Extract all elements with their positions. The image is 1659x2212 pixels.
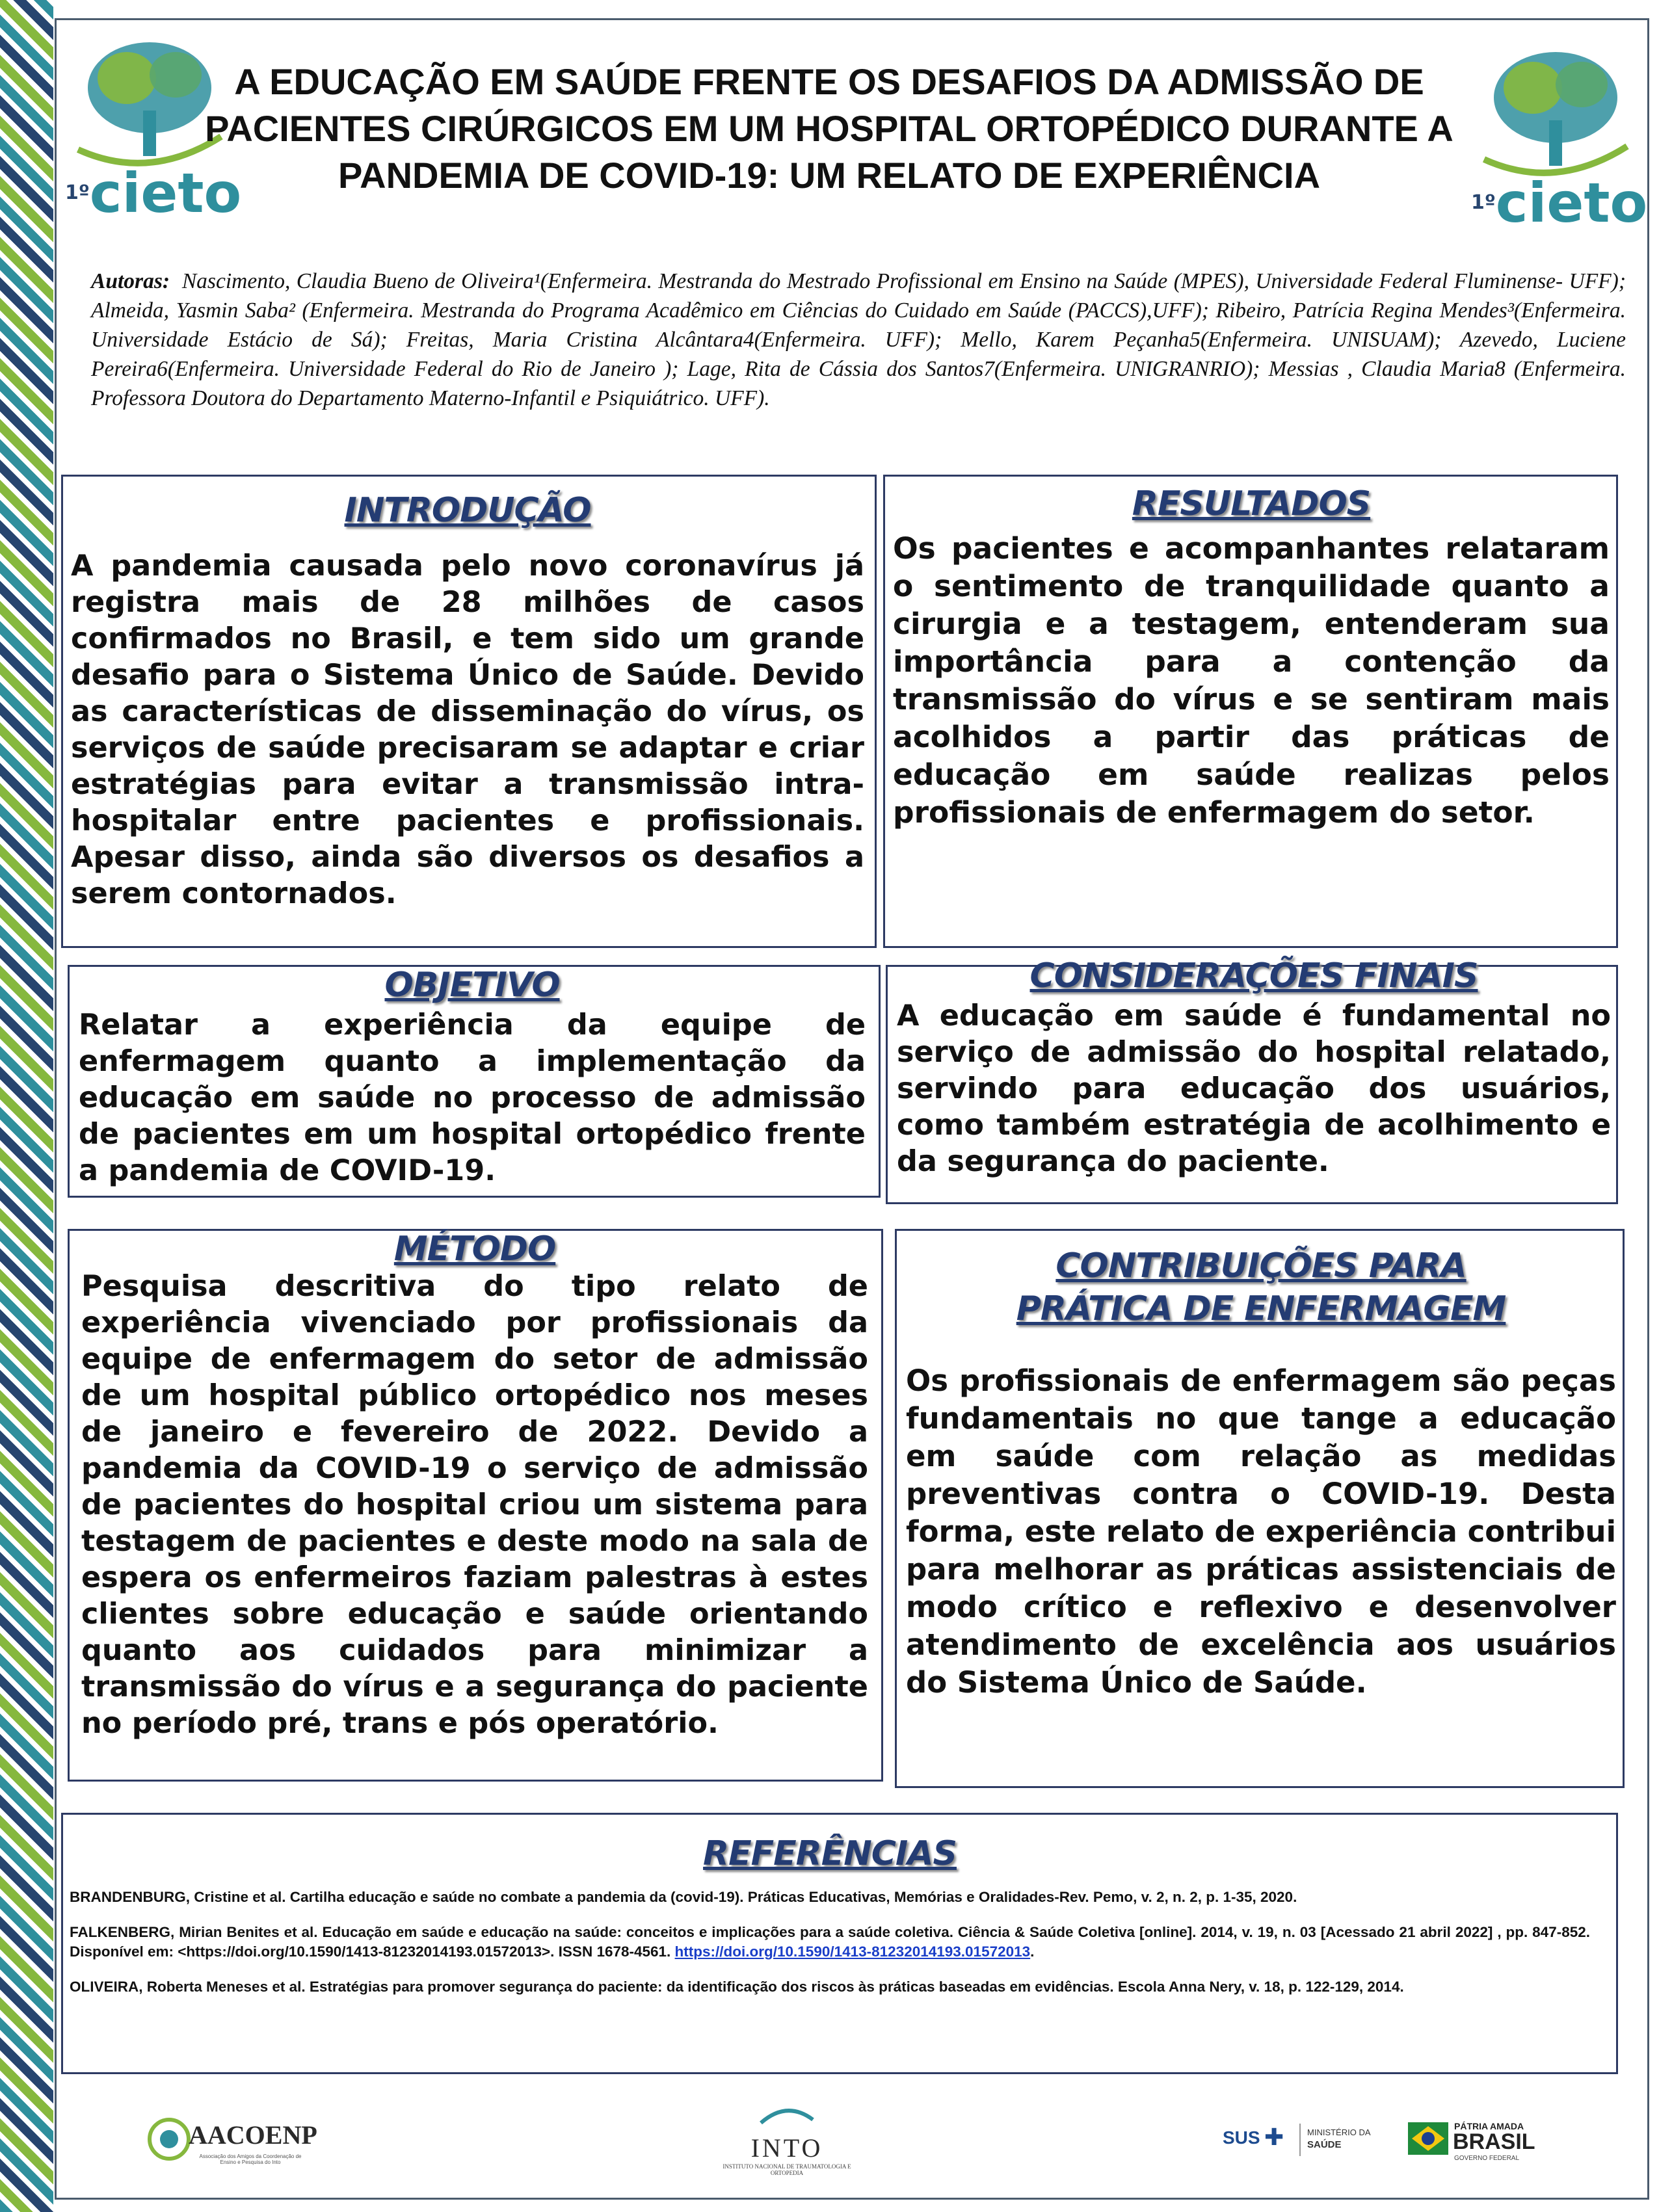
objetivo-body: Relatar a experiência da equipe de enfermagem quanto a implementação da educação em saúde no processo de admissão de pacientes em um hospital ortopédico frente a pandemia de COVID-19.: [79, 1008, 866, 1187]
contribuicoes-heading-line2: PRÁTICA DE ENFERMAGEM: [1016, 1289, 1506, 1328]
referencias-heading: REFERÊNCIAS: [703, 1834, 957, 1873]
referencias-section: [61, 1813, 1618, 2074]
consideracoes-body: A educação em saúde é fundamental no serviço de admissão do hospital relatado, servindo para educação dos usuários, como também estratégia de acolhimento e da segurança do paciente.: [897, 999, 1611, 1178]
authors-label: Autoras:: [91, 269, 170, 293]
logo-ordinal: 1º: [1471, 191, 1496, 214]
into-swoosh-icon: [754, 2100, 819, 2133]
introducao-body: A pandemia causada pelo novo coronavírus já registra mais de 28 milhões de casos confirmados no Brasil, e tem sido um grande desafio para o Sistema Único de Saúde. Devido as características de disseminação do vírus, os serviços de saúde precisaram se adaptar e criar estratégias para evitar a transmissão intra-hospitalar entre pacientes e profissionais. Apesar disso, ainda são diversos os desafios a serem contornados.: [71, 549, 864, 910]
objetivo-heading: OBJETIVO: [384, 966, 560, 1005]
decorative-side-strip: [0, 0, 53, 2212]
objetivo-section: [68, 965, 881, 1198]
introducao-section: [61, 475, 877, 948]
poster-title: A EDUCAÇÃO EM SAÚDE FRENTE OS DESAFIOS DA ADMISSÃO DE PACIENTES CIRÚRGICOS EM UM HOSPITAL ORTOPÉDICO DURANTE A PANDEMIA DE COVID-19: UM RELATO DE EXPERIÊNCIA: [205, 61, 1453, 196]
patria-label: PÁTRIA AMADA: [1454, 2121, 1524, 2131]
sus-logo: SUS: [1223, 2127, 1260, 2148]
logo-ordinal: 1º: [65, 181, 90, 204]
aacoenp-name: AACOENP: [189, 2120, 317, 2150]
logo-divider: [1299, 2124, 1301, 2156]
authors-text: Nascimento, Claudia Bueno de Oliveira¹(Enfermeira. Mestranda do Mestrado Profissional em Ensino na Saúde (MPES), Universidade Federal Fluminense- UFF); Almeida, Yasmin Saba² (Enfermeira. Mestranda do Programa Acadêmico em Ciências do Cuidado em Saúde (PACCS),UFF); Ribeiro, Patrícia Regina Mendes³(Enfermeira. Universidade Estácio de Sá); Freitas, Maria Cristina Alcântara4(Enfermeira. UFF); Mello, Karem Peçanha5(Enfermeira. UNISUAM); Azevedo, Luciene Pereira6(Enfermeira. Universidade Federal do Rio de Janeiro ); Lage, Rita de Cássia dos Santos7(Enfermeira. UNIGRANRIO); Messias , Claudia Maria8 (Enfermeira. Professora Doutora do Departamento Materno-Infantil e Psiquiátrico. UFF).: [91, 269, 1626, 410]
cieto-logo-right: [1471, 36, 1648, 235]
consideracoes-heading: CONSIDERAÇÕES FINAIS: [1029, 956, 1478, 995]
brasil-label: BRASIL: [1453, 2129, 1535, 2154]
resultados-body: Os pacientes e acompanhantes relataram o sentimento de tranquilidade quanto a cirurgia e a testagem, entenderam sua importância para a contenção da transmissão do vírus e se sentiram mais acolhidos a partir das práticas de educação em saúde realizas pelos profissionais de enfermagem do setor.: [893, 531, 1610, 830]
reference-text: FALKENBERG, Mirian Benites et al. Educação em saúde e educação na saúde: conceitos e implicações para a saúde coletiva. Ciência & Saúde Coletiva [online]. 2014, v. 19, n. 03 [Acessado 21 abril 2022] , pp. 847-852. Disponível em: <https://doi.org/10.1590/1413-81232014193.01572013>. ISSN 1678-4561.: [70, 1924, 1590, 1960]
introducao-heading: INTRODUÇÃO: [344, 491, 591, 530]
doi-link[interactable]: https://doi.org/10.1590/1413-81232014193.01572013: [674, 1943, 1031, 1960]
contribuicoes-body: Os profissionais de enfermagem são peças fundamentais no que tange a educação em saúde com relação as medidas preventivas contra o COVID-19. Desta forma, este relato de experiência contribui para melhorar as práticas assistenciais de modo crítico e reflexivo e desenvolver atendimento de excelência aos usuários do Sistema Único de Saúde.: [906, 1363, 1616, 1700]
metodo-body: Pesquisa descritiva do tipo relato de experiência vivenciado por profissionais da equipe de enfermagem do setor de admissão de um hospital público ortopédico nos meses de janeiro e fevereiro de 2022. Devido a pandemia da COVID-19 o serviço de admissão de pacientes do hospital criou um sistema para testagem de pacientes e deste modo na sala de espera os enfermeiros faziam palestras à estes clientes sobre educação e saúde orientando quanto aos cuidados para minimizar a transmissão do vírus e a segurança do paciente no período pré, trans e pós operatório.: [81, 1270, 868, 1740]
reference-item: OLIVEIRA, Roberta Meneses et al. Estratégias para promover segurança do paciente: da identificação dos riscos às práticas baseadas em evidências. Escola Anna Nery, v. 18, p. 122-129, 2014.: [70, 1979, 1404, 1995]
brasil-flag-icon: [1408, 2122, 1448, 2155]
contribuicoes-section: [895, 1229, 1625, 1788]
metodo-section: [68, 1229, 883, 1782]
logo-name: cieto: [1495, 171, 1648, 235]
saude-label: SAÚDE: [1307, 2139, 1342, 2150]
reference-end: .: [1030, 1943, 1035, 1960]
governo-logos: [1223, 2121, 1561, 2173]
aacoenp-emblem-icon: [143, 2113, 195, 2165]
ministerio-label: MINISTÉRIO DA: [1307, 2127, 1371, 2137]
contribuicoes-heading-line1: CONTRIBUIÇÕES PARA: [1055, 1246, 1467, 1285]
logo-name: cieto: [89, 161, 242, 225]
aacoenp-subtitle: Associação dos Amigos da Coordenação de Ensino e Pesquisa do Into: [199, 2153, 302, 2165]
resultados-heading: RESULTADOS: [1132, 484, 1371, 523]
into-name: INTO: [750, 2133, 823, 2163]
into-logo: [709, 2100, 865, 2185]
metodo-heading: MÉTODO: [393, 1230, 556, 1269]
aacoenp-logo: [143, 2100, 317, 2185]
sus-cross-icon: ✚: [1264, 2124, 1284, 2151]
into-subtitle: INSTITUTO NACIONAL DE TRAUMATOLOGIA E ORTOPEDIA: [723, 2163, 851, 2176]
reference-item: BRANDENBURG, Cristine et al. Cartilha educação e saúde no combate a pandemia da (covid-19). Práticas Educativas, Memórias e Oralidades-Rev. Pemo, v. 2, n. 2, p. 1-35, 2020.: [70, 1889, 1297, 1905]
authors-block: [91, 267, 1626, 413]
reference-item: [70, 1923, 1590, 1962]
resultados-section: [883, 475, 1618, 948]
consideracoes-section: [886, 956, 1618, 1204]
governo-label: GOVERNO FEDERAL: [1454, 2155, 1520, 2162]
